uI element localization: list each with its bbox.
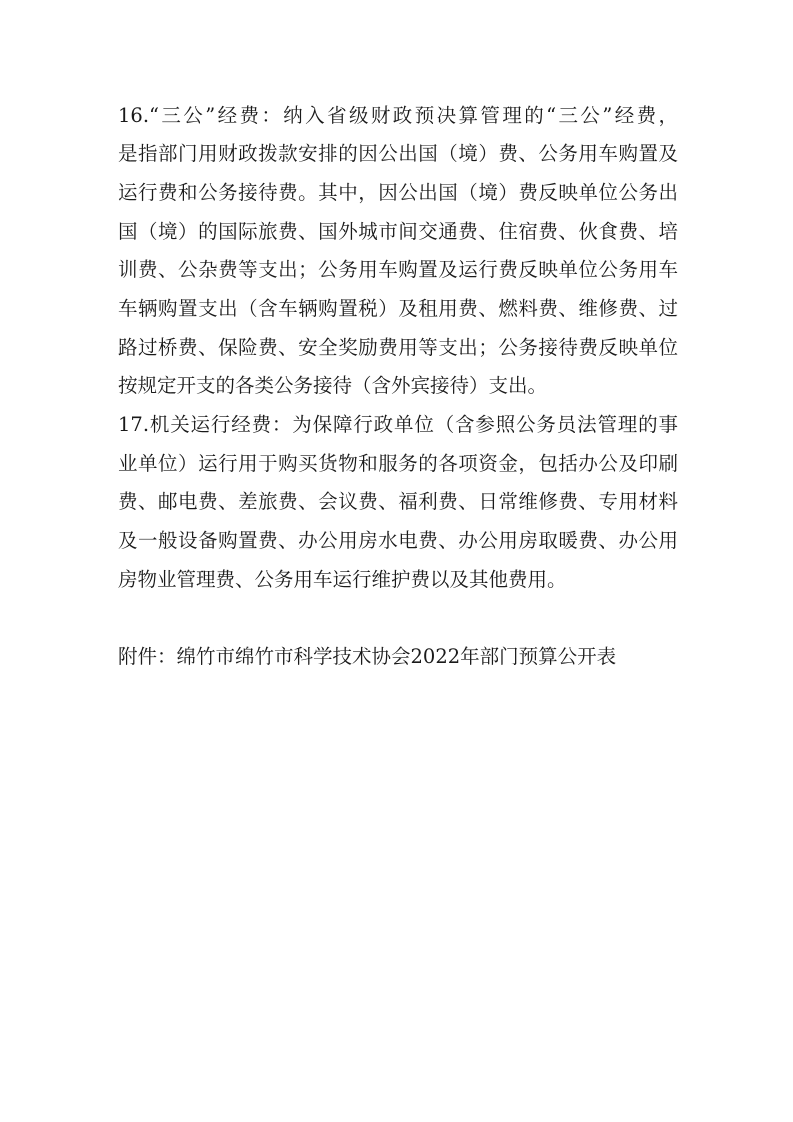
section-17-line-5: 房物业管理费、公务用车运行维护费以及其他费用。 — [118, 568, 567, 591]
section-17-line-1: 17.机关运行经费：为保障行政单位（含参照公务员法管理的事 — [118, 413, 678, 436]
section-16-line-3: 运行费和公务接待费。其中，因公出国（境）费反映单位公务出 — [118, 181, 678, 204]
section-16-line-4: 国（境）的国际旅费、国外城市间交通费、住宿费、伙食费、培 — [118, 220, 678, 243]
attachment-note: 附件：绵竹市绵竹市科学技术协会2022年部门预算公开表 — [118, 645, 617, 668]
section-17-line-3: 费、邮电费、差旅费、会议费、福利费、日常维修费、专用材料 — [118, 490, 678, 513]
section-17-line-2: 业单位）运行用于购买货物和服务的各项资金，包括办公及印刷 — [118, 452, 678, 475]
section-16-line-5: 训费、公杂费等支出；公务用车购置及运行费反映单位公务用车 — [118, 258, 678, 281]
section-16-line-2: 是指部门用财政拨款安排的因公出国（境）费、公务用车购置及 — [118, 142, 678, 165]
section-16-line-8: 按规定开支的各类公务接待（含外宾接待）支出。 — [118, 374, 548, 397]
section-16-line-1: 16.“三公”经费：纳入省级财政预决算管理的“三公”经费， — [118, 104, 678, 127]
section-16-line-7: 路过桥费、保险费、安全奖励费用等支出；公务接待费反映单位 — [118, 336, 678, 359]
section-17-line-4: 及一般设备购置费、办公用房水电费、办公用房取暖费、办公用 — [118, 529, 678, 552]
section-16-line-6: 车辆购置支出（含车辆购置税）及租用费、燃料费、维修费、过 — [118, 297, 678, 320]
